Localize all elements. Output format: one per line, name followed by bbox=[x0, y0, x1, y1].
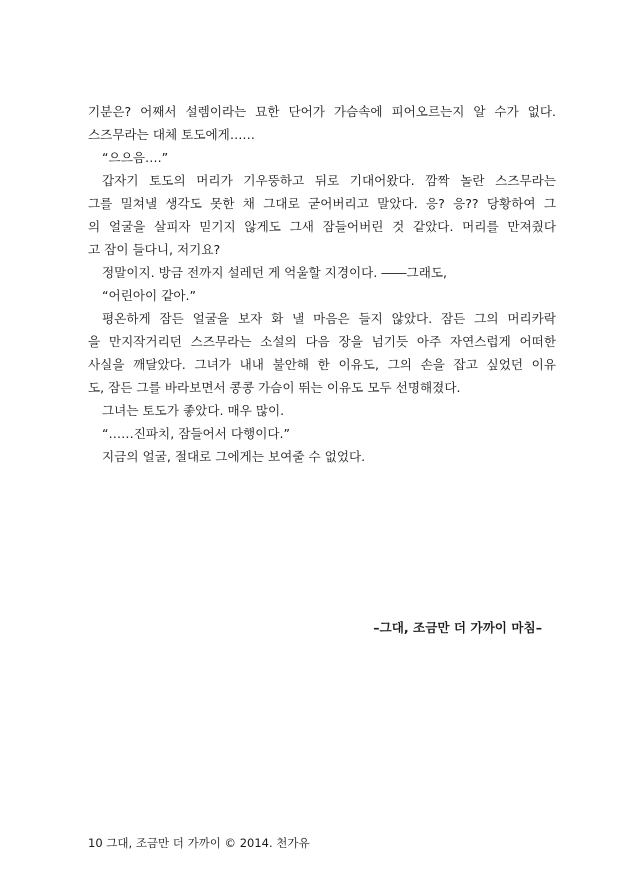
paragraph-line: 고 잠이 들다니, 저기요? bbox=[88, 242, 221, 257]
paragraph-line: 그를 밀쳐낼 생각도 못한 채 그대로 굳어버리고 말았다. 응? 응?? 당황하여 그 bbox=[88, 196, 556, 211]
paragraph-line: 을 만지작거리던 스즈무라는 소설의 다음 장을 넘기듯 아주 자연스럽게 어떠한 bbox=[88, 334, 556, 349]
paragraph-line: 스즈무라는 대체 토도에게…… bbox=[88, 127, 256, 142]
paragraph-line: 지금의 얼굴, 절대로 그에게는 보여줄 수 없었다. bbox=[102, 449, 366, 464]
body-text bbox=[88, 100, 556, 468]
chapter-end-mark: –그대, 조금만 더 가까이 마침– bbox=[373, 620, 542, 635]
dialogue-line: “……진파치, 잠들어서 다행이다.” bbox=[102, 426, 291, 441]
paragraph-line: 사실을 깨달았다. 그녀가 내내 불안해 한 이유도, 그의 손을 잡고 싶었던 이유 bbox=[88, 357, 556, 372]
paragraph-line: 기분은? 어째서 설렘이라는 묘한 단어가 가슴속에 피어오르는지 알 수가 없다. bbox=[88, 104, 556, 119]
dialogue-line: “으으음….” bbox=[102, 150, 169, 165]
paragraph-line: 의 얼굴을 살피자 믿기지 않게도 그새 잠들어버린 것 같았다. 머리를 만져줬다 bbox=[88, 219, 556, 234]
paragraph-line: 도, 잠든 그를 바라보면서 콩콩 가슴이 뛰는 이유도 모두 선명해졌다. bbox=[88, 380, 461, 395]
paragraph-line: 그녀는 토도가 좋았다. 매우 많이. bbox=[102, 403, 285, 418]
paragraph-line: 정말이지. 방금 전까지 설레던 게 억울할 지경이다. ――그래도, bbox=[102, 265, 448, 280]
page-footer: 10 그대, 조금만 더 가까이 © 2014. 천가유 bbox=[88, 836, 310, 850]
paragraph-line: 갑자기 토도의 머리가 기우뚱하고 뒤로 기대어왔다. 깜짝 놀란 스즈무라는 bbox=[102, 173, 556, 188]
paragraph-line: 평온하게 잠든 얼굴을 보자 화 낼 마음은 들지 않았다. 잠든 그의 머리카락 bbox=[102, 311, 556, 326]
dialogue-line: “어린아이 같아.” bbox=[102, 288, 197, 303]
